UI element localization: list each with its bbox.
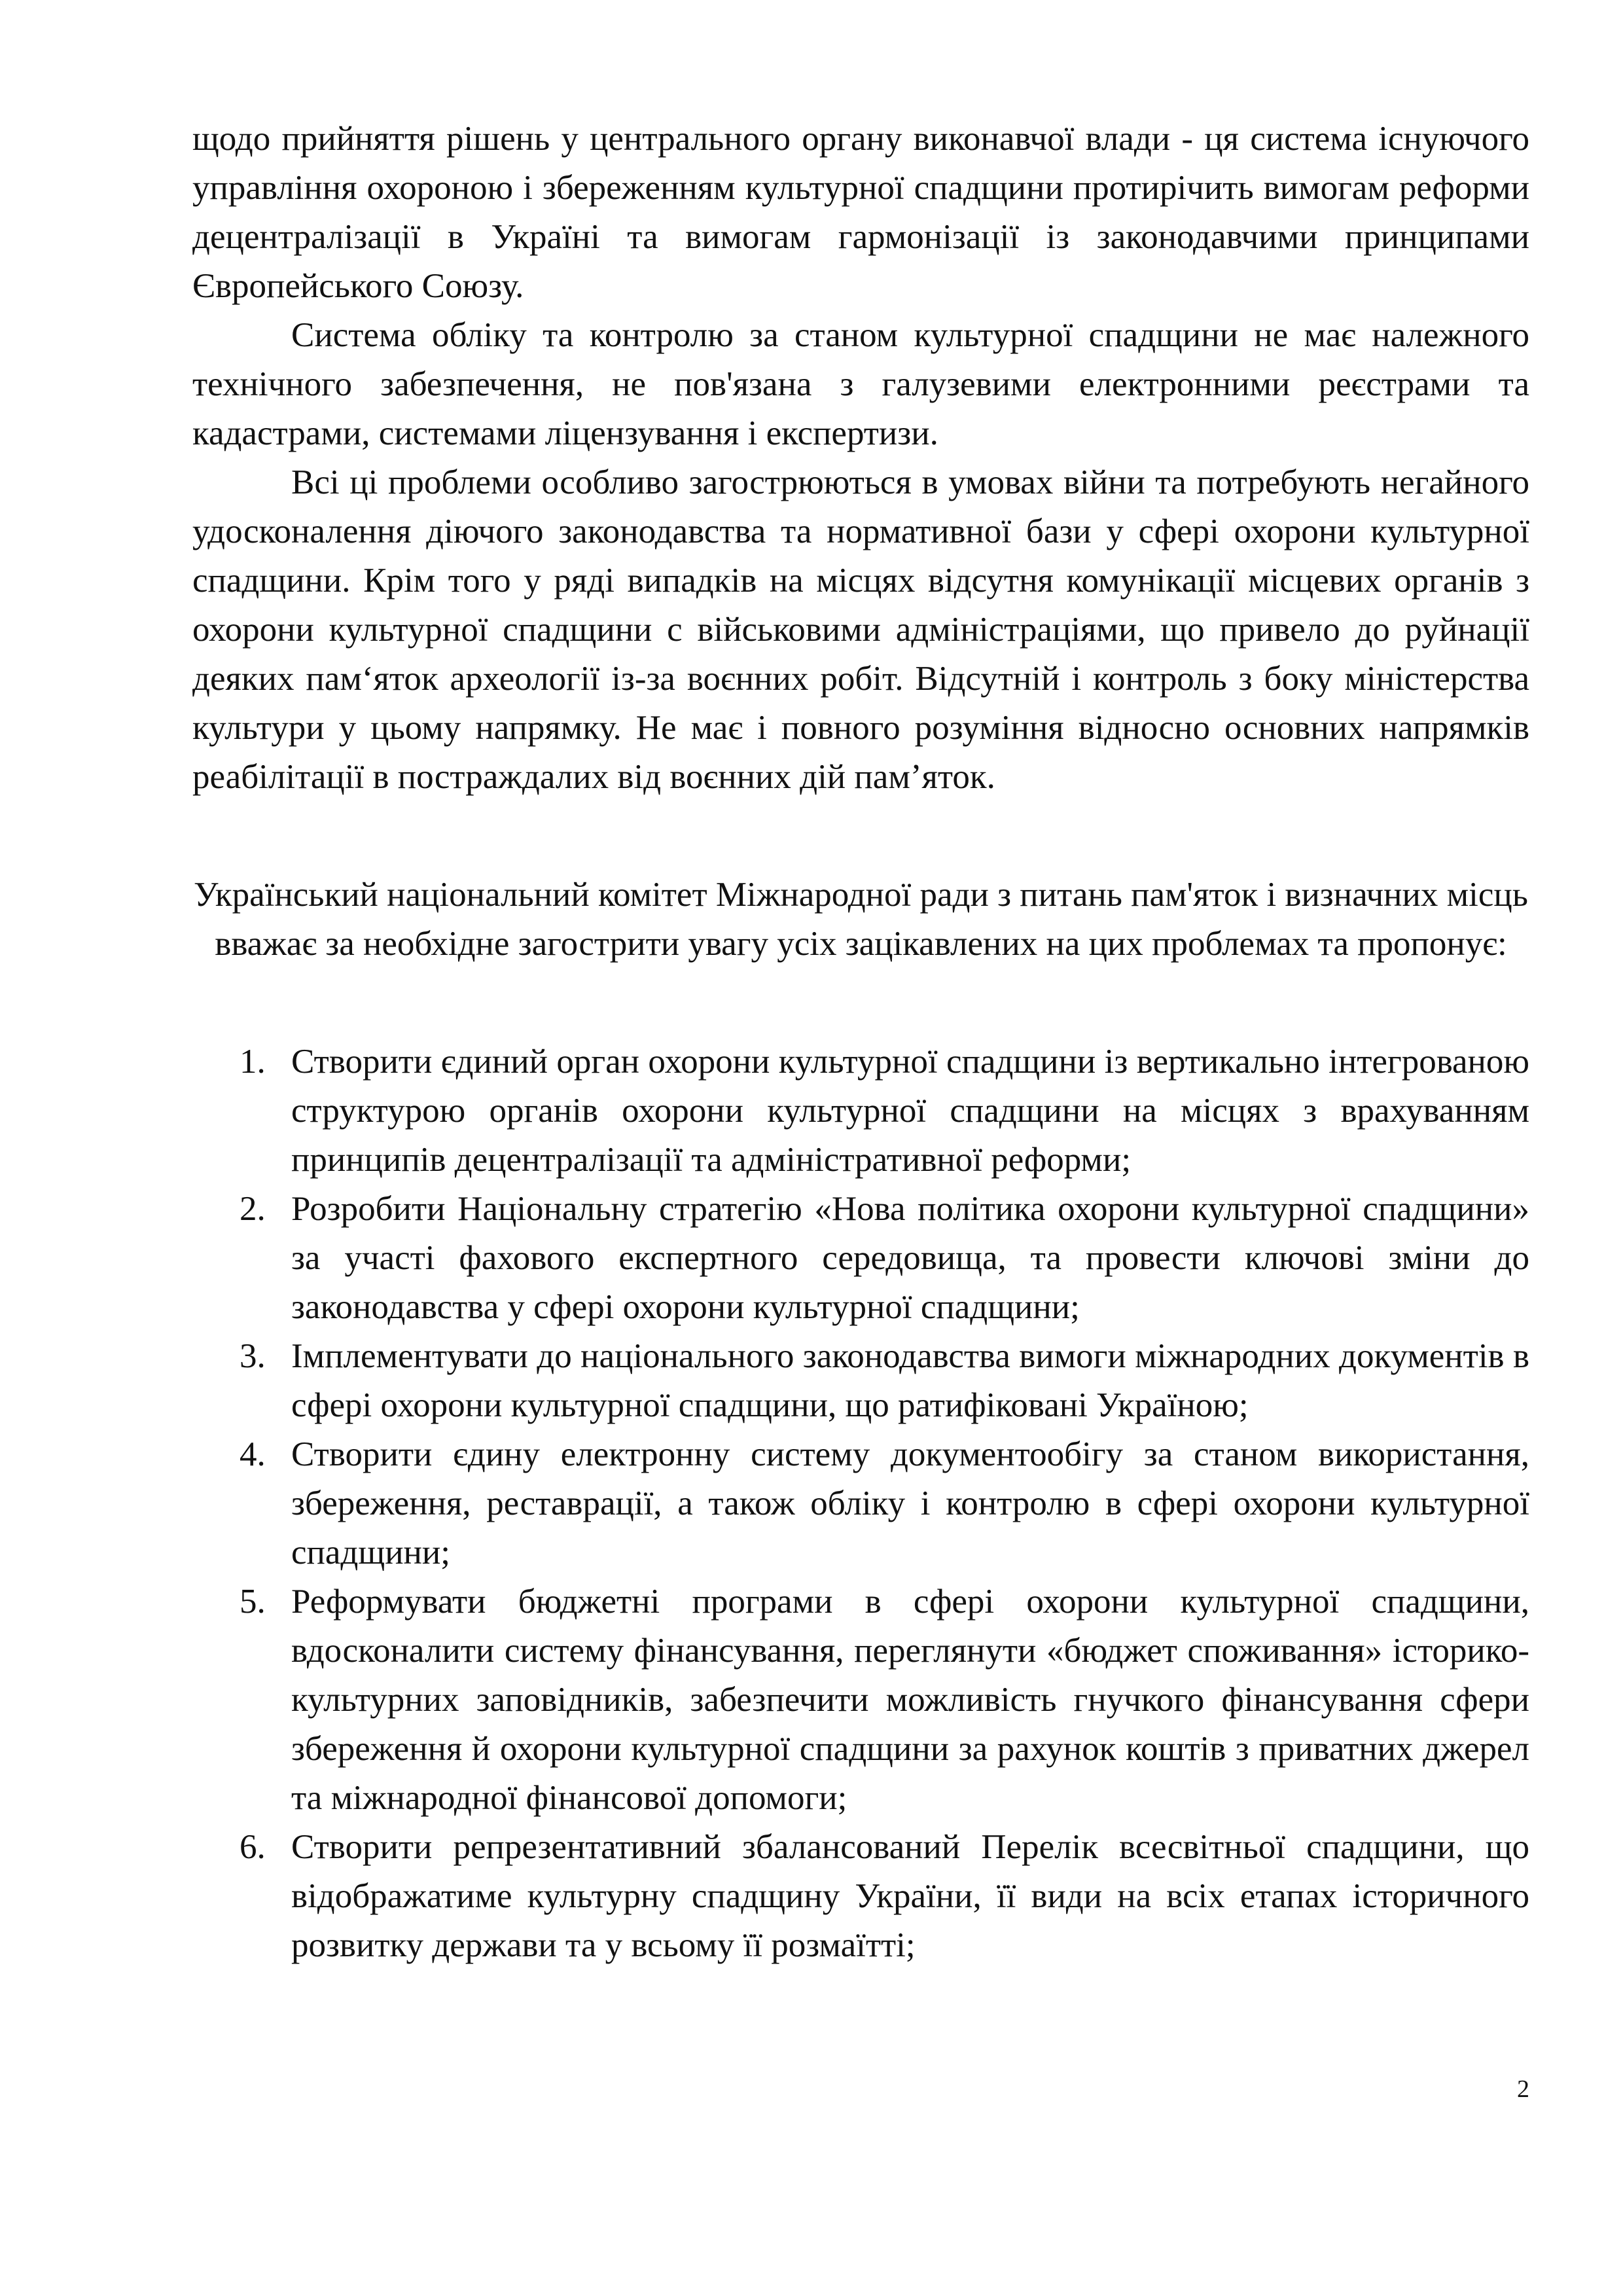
proposal-item	[192, 1332, 1529, 1430]
proposal-number: 6.	[240, 1828, 266, 1866]
proposal-number: 2.	[240, 1190, 266, 1228]
committee-heading: Український національний комітет Міжнародної ради з питань пам'яток і визначних місць вважає за необхідне загострити увагу усіх зацікавлених на цих проблемах та пропонує:	[194, 876, 1528, 963]
proposal-number: 5.	[240, 1583, 266, 1621]
proposal-item	[192, 1430, 1529, 1577]
proposal-text: Створити репрезентативний збалансований Перелік всесвітньої спадщини, що відображатиме культурну спадщину України, її види на всіх етапах історичного розвитку держави та у всьому її розмаїтті;	[291, 1828, 1529, 1964]
document-page	[192, 115, 1529, 1970]
proposals-list	[192, 1037, 1529, 1970]
proposal-number: 1.	[240, 1043, 266, 1081]
proposal-text: Розробити Національну стратегію «Нова політика охорони культурної спадщини» за участі фахового експертного середовища, та провести ключові зміни до законодавства у сфері охорони культурної спадщини;	[291, 1190, 1529, 1326]
proposal-item	[192, 1823, 1529, 1970]
body-paragraph-continuation: щодо прийняття рішень у центрального органу виконавчої влади - ця система існуючого управління охороною і збереженням культурної спадщини протирічить вимогам реформи децентралізації в Україні та вимогам гармонізації із законодавчими принципами Європейського Союзу.	[192, 120, 1529, 305]
proposal-text: Створити єдиний орган охорони культурної спадщини із вертикально інтегрованою структурою органів охорони культурної спадщини на місцях з врахуванням принципів децентралізації та адміністративної реформи;	[291, 1043, 1529, 1179]
proposal-number: 4.	[240, 1435, 266, 1473]
proposal-number: 3.	[240, 1337, 266, 1375]
proposal-text: Імплементувати до національного законодавства вимоги міжнародних документів в сфері охорони культурної спадщини, що ратифіковані Україною;	[291, 1337, 1529, 1424]
proposal-item	[192, 1577, 1529, 1823]
proposal-text: Реформувати бюджетні програми в сфері охорони культурної спадщини, вдосконалити систему фінансування, переглянути «бюджет споживання» історико-культурних заповідників, забезпечити можливість гнучкого фінансування сфери збереження й охорони культурної спадщини за рахунок коштів з приватних джерел та міжнародної фінансової допомоги;	[291, 1583, 1529, 1817]
proposal-item	[192, 1037, 1529, 1185]
body-paragraph-war-problems: Всі ці проблеми особливо загострюються в умовах війни та потребують негайного удосконалення діючого законодавства та нормативної бази у сфері охорони культурної спадщини. Крім того у ряді випадків на місцях відсутня комунікації місцевих органів з охорони культурної спадщини с військовими адміністраціями, що привело до руйнації деяких пам‘яток археології із-за воєнних робіт. Відсутній і контроль з боку міністерства культури у цьому напрямку. Не має і повного розуміння відносно основних напрямків реабілітації в постраждалих від воєнних дій пам’яток.	[192, 463, 1529, 796]
proposal-text: Створити єдину електронну систему документообігу за станом використання, збереження, реставрації, а також обліку і контролю в сфері охорони культурної спадщини;	[291, 1435, 1529, 1571]
body-paragraph-accounting-system: Система обліку та контролю за станом культурної спадщини не має належного технічного забезпечення, не пов'язана з галузевими електронними реєстрами та кадастрами, системами ліцензування і експертизи.	[192, 316, 1529, 452]
proposal-item	[192, 1185, 1529, 1332]
page-number: 2	[1517, 2075, 1529, 2103]
